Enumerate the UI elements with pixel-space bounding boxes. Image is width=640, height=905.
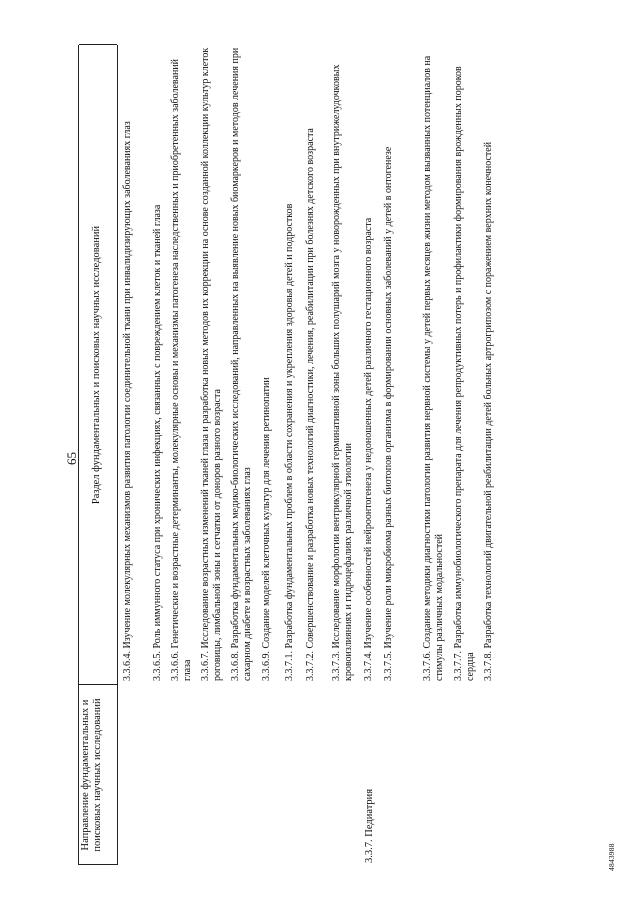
- header-direction: Направление фундаментальных и поисковых научных исследований: [80, 698, 103, 852]
- page-number: 65: [64, 452, 79, 465]
- table-border-left: [79, 864, 117, 865]
- list-item: 3.3.6.7. Исследование возрастных изменений тканей глаза и разработка новых методов их коррекции на основе созданной коллекции культур клеток роговицы, лимбальной зоны и сетчатки от доноров разного возраста: [200, 47, 224, 681]
- list-item: 3.3.7.2. Совершенствование и разработка новых технологий диагностики, лечения, реабилитации при болезнях детского возраста: [305, 128, 316, 681]
- list-item: 3.3.6.8. Разработка фундаментальных медико-биологических исследований, направленных на выявление новых биомаркеров и методов лечения при сахарном диабете и возрастных заболеваниях глаз: [230, 47, 254, 681]
- list-item: 3.3.7.7. Разработка иммунобиологического препарата для лечения репродуктивных потерь и профилактики формирования врожденных пороков сердца: [453, 66, 477, 681]
- list-item: 3.3.7.3. Исследование морфологии вентрикулярной герминативной зоны больших полушарий мозга у новорожденных при внутрижелудочковых кровоизлияниях и гидроцефалиях различной этиологии: [331, 64, 355, 681]
- research-table: [78, 45, 588, 865]
- document-id: 4843988: [607, 843, 616, 871]
- list-item: 3.3.7.6. Создание методики диагностики патологии развития нервной системы у детей первых месяцев жизни методом вызванных потенциалов на стимулы различных модальностей: [422, 55, 446, 681]
- table-header: [78, 45, 118, 865]
- area-pediatrics: 3.3.7. Педиатрия: [364, 788, 375, 863]
- list-item: 3.3.7.8. Разработка технологий двигательной реабилитации детей больных артрогрипозом с поражением верхних конечностей: [483, 141, 494, 681]
- list-item: 3.3.6.4. Изучение молекулярных механизмов развития патологии соединительной ткани при инвалидизирующих заболеваниях глаз: [122, 121, 133, 681]
- table-column-divider: [79, 684, 117, 685]
- header-section: Раздел фундаментальных и поисковых научных исследований: [91, 225, 102, 505]
- list-item: 3.3.6.6. Генетические и возрастные детерминанты, молекулярные основы и механизмы патогенеза наследственных и приобретенных заболеваний глаза: [170, 58, 194, 681]
- list-item: 3.3.7.1. Разработка фундаментальных проблем в области сохранения и укрепления здоровья детей и подростков: [284, 203, 295, 681]
- list-item: 3.3.7.4. Изучение особенностей нейроонтогенеза у недоношенных детей различного гестационного возраста: [363, 217, 374, 681]
- table-border-right: [79, 44, 117, 45]
- list-item: 3.3.7.5. Изучение роли микробиома разных биотопов организма в формировании основных заболеваний у детей в онтогенезе: [383, 146, 394, 681]
- list-item: 3.3.6.9. Создание моделей клеточных культур для лечения ретинопатии: [261, 377, 272, 681]
- list-item: 3.3.6.5. Роль иммунного статуса при хронических инфекциях, связанных с повреждением клеток и тканей глаза: [152, 204, 163, 681]
